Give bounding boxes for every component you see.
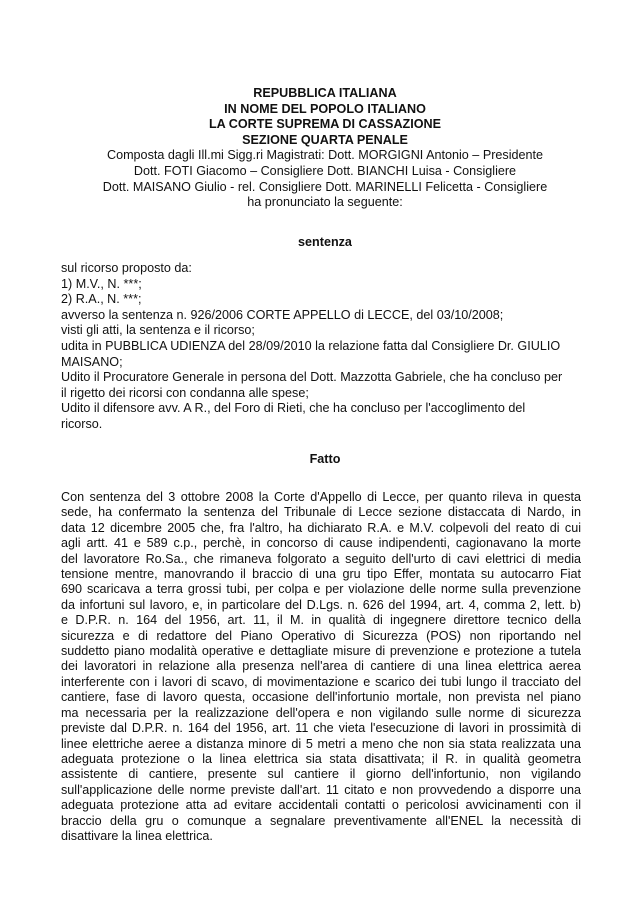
header-judges-2: Dott. MAISANO Giulio - rel. Consigliere Dott. MARINELLI Felicetta - Consigliere [102, 179, 548, 194]
intro-line: ricorso. [61, 416, 103, 431]
paragraph-line: assistente di cantiere, presente sul cantiere il giorno dell'infortunio, non vigilando [61, 767, 581, 782]
paragraph-line: previste dal D.P.R. n. 164 del 1956, art. 11 che vieta l'esecuzione di lavori in prossimità di [61, 721, 581, 736]
intro-line: avverso la sentenza n. 926/2006 CORTE APPELLO di LECCE, del 03/10/2008; [61, 307, 504, 322]
header-court: LA CORTE SUPREMA DI CASSAZIONE [208, 117, 442, 132]
paragraph-line: 690 scaricava a terra grossi tubi, per colpa e per violazione delle norme sulla prevenzione [61, 582, 581, 597]
paragraph-line: sull'applicazione delle norme previste dall'art. 11 citato e non provvedendo a disporre una [61, 782, 581, 797]
paragraph-line: dei lavoratori in relazione alla presenza nell'area di cantiere di una linea elettrica aerea [61, 659, 581, 674]
intro-line: visti gli atti, la sentenza e il ricorso; [61, 323, 255, 338]
paragraph-line: sicurezza e di redattore del Piano Operativo di Sicurezza (POS) non riportando nel [61, 628, 581, 643]
paragraph-line: da infortuni sul lavoro, e, in particolare del D.Lgs. n. 626 del 1994, art. 4, comma 2, lett. b) [61, 597, 581, 612]
intro-line: il rigetto dei ricorsi con condanna alle spese; [61, 385, 309, 400]
paragraph-line: adeguata protezione atta ad evitare accidentali contatti o pericolosi avvicinamenti con il [61, 798, 581, 813]
paragraph-line: tensione mentre, manovrando il braccio di una gru tipo Effer, montata su autocarro Fiat [61, 567, 581, 582]
paragraph-line: cantiere, fase di lavoro questa, occasione dell'infortunio mortale, non prevista nel piano [61, 690, 581, 705]
header-republic: REPUBBLICA ITALIANA [253, 86, 397, 100]
intro-line: 2) R.A., N. ***; [61, 292, 142, 307]
section-title-fatto: Fatto [309, 452, 341, 466]
intro-line: Udito il Procuratore Generale in persona del Dott. Mazzotta Gabriele, che ha concluso per [61, 370, 563, 385]
header-composition: Composta dagli Ill.mi Sigg.ri Magistrati: Dott. MORGIGNI Antonio – Presidente [106, 148, 544, 163]
paragraph-line: agli artt. 41 e 589 c.p., perchè, in concorso di cause indipendenti, cagionavano la morte [61, 536, 581, 551]
paragraph-line: interferente con i lavori di scavo, di movimentazione e scarico dei tubi lungo il tracciato del [61, 674, 581, 689]
intro-line: MAISANO; [61, 354, 123, 369]
paragraph-line: adeguata protezione o la linea elettrica sia stata disattivata; il R. in qualità geometra [61, 751, 581, 766]
header-judges-1: Dott. FOTI Giacomo – Consigliere Dott. BIANCHI Luisa - Consigliere [133, 163, 517, 178]
paragraph-line: del lavoratore Ro.Sa., che rimaneva folgorato a seguito dell'urto di cavi elettrici di media [61, 551, 581, 566]
paragraph-line: suddetto piano modalità operative e dettagliate misure di prevenzione e protezione a tutela [61, 644, 581, 659]
intro-line: udita in PUBBLICA UDIENZA del 28/09/2010 la relazione fatta dal Consigliere Dr. GIULIO [61, 338, 561, 353]
header-pronounced: ha pronunciato la seguente: [247, 195, 403, 210]
paragraph-line: ma necessaria per la realizzazione dell'opera e non vigilando sulle norme di sicurezza [61, 705, 581, 720]
intro-block [61, 261, 581, 433]
paragraph-line: braccio della gru o comunque a segnalare preventivamente all'ENEL la necessità di [61, 813, 581, 828]
paragraph-line: sede, ha confermato la sentenza del Tribunale di Lecce sezione distaccata di Nardo, in [61, 505, 581, 520]
paragraph-line: disattivare la linea elettrica. [61, 828, 213, 843]
paragraph-line: Con sentenza del 3 ottobre 2008 la Corte d'Appello di Lecce, per quanto rileva in questa [61, 490, 581, 504]
section-title-sentenza: sentenza [298, 235, 352, 249]
intro-line: 1) M.V., N. ***; [61, 276, 142, 291]
paragraph-line: linee elettriche aeree a distanza minore di 5 metri a meno che non sia stata realizzata una [61, 736, 581, 751]
header-people: IN NOME DEL POPOLO ITALIANO [224, 101, 426, 116]
intro-line: sul ricorso proposto da: [61, 261, 192, 275]
paragraph-line: data 12 dicembre 2005 che, fra l'altro, ha dichiarato R.A. e M.V. colpevoli del reato di cui [61, 520, 581, 535]
fatto-paragraph [61, 490, 581, 844]
document-header [40, 86, 610, 211]
paragraph-line: e D.P.R. n. 164 del 1956, art. 11, il M. in qualità di ingegnere direttore tecnico della [61, 613, 581, 628]
intro-line: Udito il difensore avv. A R., del Foro di Rieti, che ha concluso per l'accoglimento del [61, 401, 526, 416]
header-section: SEZIONE QUARTA PENALE [242, 132, 408, 147]
